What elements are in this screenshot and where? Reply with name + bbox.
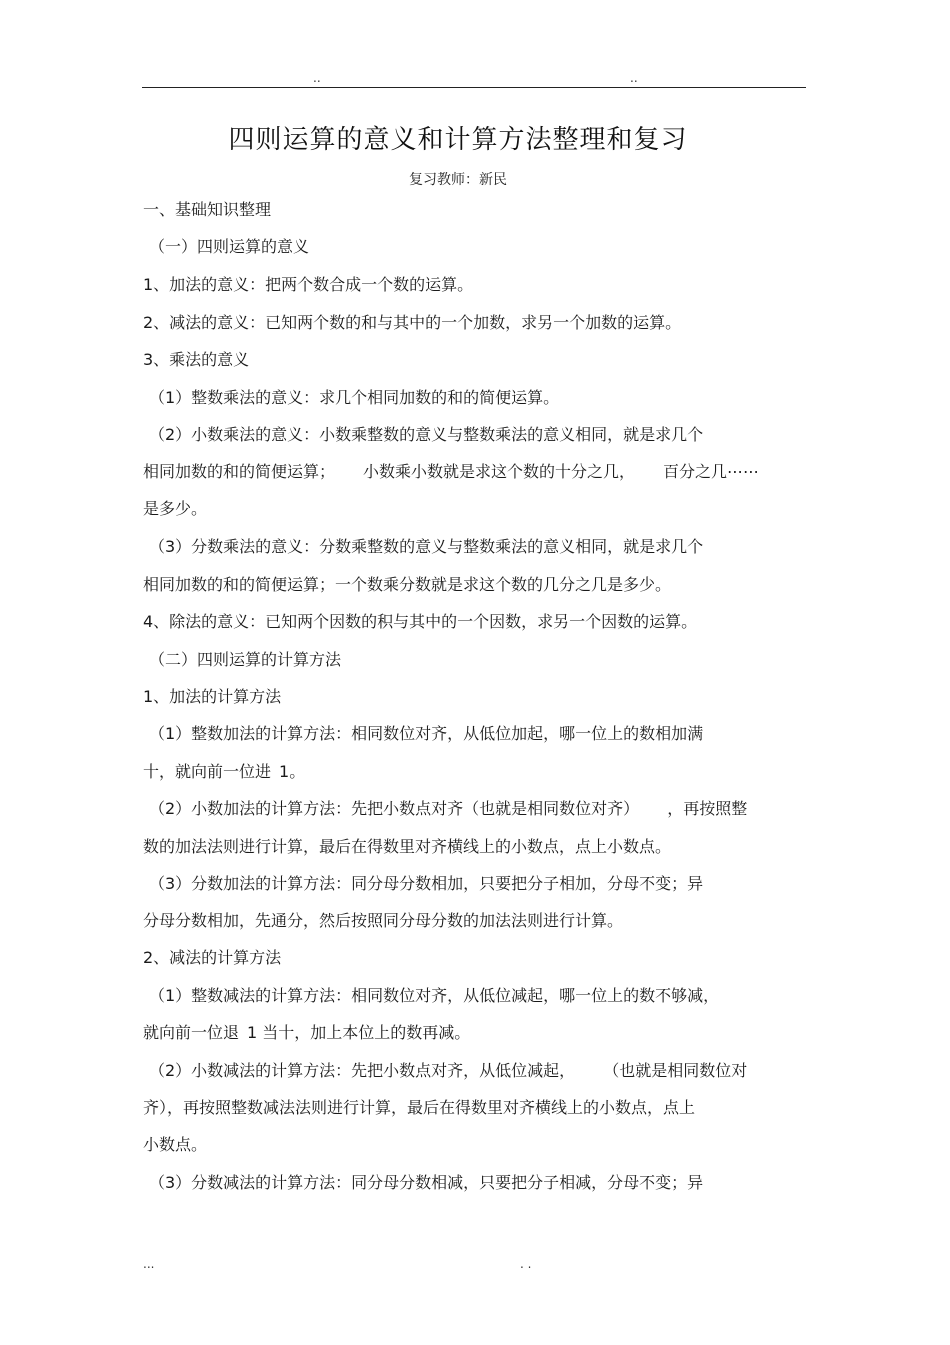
text-segment: 百分之几⋯⋯ — [663, 462, 760, 481]
text-line: （1）整数加法的计算方法：相同数位对齐，从低位加起，哪一位上的数相加满 — [149, 724, 704, 743]
text-segment: （也就是相同数位对 — [603, 1061, 748, 1080]
text-segment: ，再按照整 — [667, 799, 748, 818]
text-line: 2、减法的计算方法 — [143, 948, 282, 967]
text-line: 3、乘法的意义 — [143, 350, 250, 369]
text-segment: 1 当十，加上本位上的数再减。 — [247, 1023, 471, 1042]
text-line — [143, 461, 759, 483]
text-line — [143, 1022, 470, 1044]
header-rule — [142, 87, 806, 88]
text-segment: 相同加数的和的简便运算； — [143, 462, 336, 481]
text-line: （3）分数加法的计算方法：同分母分数相加，只要把分子相加，分母不变；异 — [149, 874, 704, 893]
text-line: （1）整数乘法的意义：求几个相同加数的和的简便运算。 — [149, 388, 560, 407]
text-line — [149, 798, 747, 820]
text-line: （3）分数乘法的意义：分数乘整数的意义与整数乘法的意义相同，就是求几个 — [149, 537, 704, 556]
text-segment: （2）小数减法的计算方法：先把小数点对齐，从低位减起， — [149, 1061, 576, 1080]
section-heading: 一、基础知识整理 — [143, 200, 272, 219]
text-line: 1、加法的计算方法 — [143, 687, 282, 706]
text-line: 分母分数相加，先通分，然后按照同分母分数的加法法则进行计算。 — [143, 911, 624, 930]
text-line: 是多少。 — [143, 499, 208, 518]
text-line: 1、加法的意义：把两个数合成一个数的运算。 — [143, 275, 474, 294]
subsection-heading: （二）四则运算的计算方法 — [149, 650, 342, 669]
text-line: （1）整数减法的计算方法：相同数位对齐，从低位减起，哪一位上的数不够减， — [149, 986, 720, 1005]
text-line: （3）分数减法的计算方法：同分母分数相减，只要把分子相减，分母不变；异 — [149, 1173, 704, 1192]
text-segment: 小数乘小数就是求这个数的十分之几， — [363, 462, 636, 481]
text-segment: 十，就向前一位进 — [143, 762, 272, 781]
text-segment: 就向前一位退 — [143, 1023, 240, 1042]
text-line: 小数点。 — [143, 1135, 208, 1154]
text-line: 相同加数的和的简便运算；一个数乘分数就是求这个数的几分之几是多少。 — [143, 575, 672, 594]
text-line — [149, 1060, 747, 1082]
footer-mark-right: . . — [520, 1257, 532, 1271]
text-line: 齐），再按照整数减法法则进行计算，最后在得数里对齐横线上的小数点，点上 — [143, 1098, 696, 1117]
header-mark-right: .. — [630, 71, 638, 85]
text-line — [143, 761, 305, 783]
document-subtitle: 复习教师：新民 — [409, 172, 507, 188]
text-line: （2）小数乘法的意义：小数乘整数的意义与整数乘法的意义相同，就是求几个 — [149, 425, 704, 444]
subsection-heading: （一）四则运算的意义 — [149, 237, 310, 256]
footer-mark-left: ... — [143, 1257, 155, 1271]
text-segment: （2）小数加法的计算方法：先把小数点对齐（也就是相同数位对齐） — [149, 799, 640, 818]
text-line: 数的加法法则进行计算，最后在得数里对齐横线上的小数点，点上小数点。 — [143, 837, 672, 856]
text-segment: 1。 — [279, 762, 306, 781]
text-line: 2、减法的意义：已知两个数的和与其中的一个加数，求另一个加数的运算。 — [143, 313, 682, 332]
document-title: 四则运算的意义和计算方法整理和复习 — [228, 125, 688, 155]
header-mark-left: .. — [313, 71, 321, 85]
text-line: 4、除法的意义：已知两个因数的积与其中的一个因数，求另一个因数的运算。 — [143, 612, 698, 631]
